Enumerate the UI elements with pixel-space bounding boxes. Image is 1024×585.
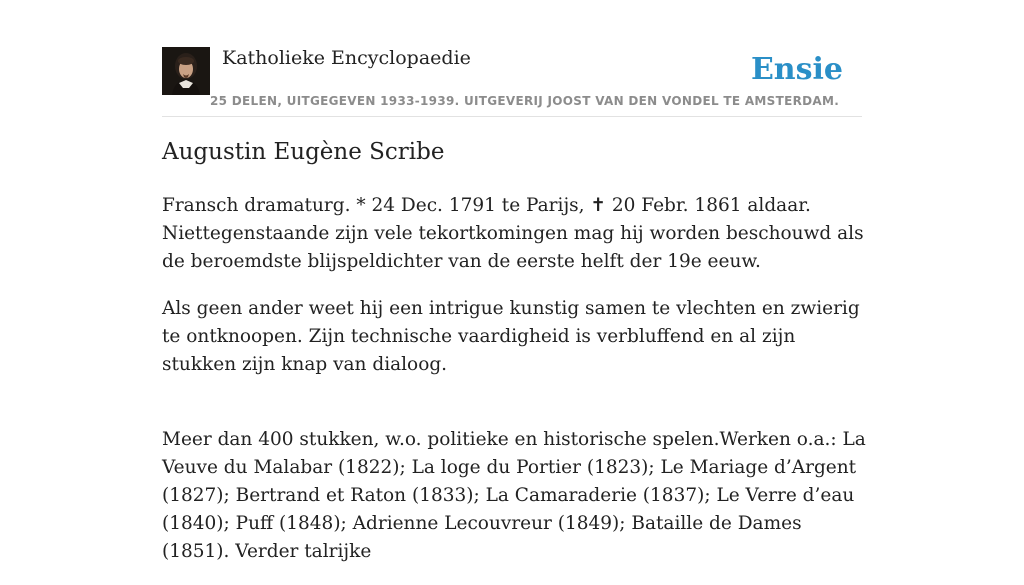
portrait-avatar-icon[interactable] (162, 47, 210, 95)
article-paragraph: Als geen ander weet hij een intrigue kunstig samen te vlechten en zwierig te ontknoopen. Zijn technische vaardigheid is verbluffend en al zijn stukken zijn knap van dialoog. (162, 298, 860, 375)
article-body (162, 192, 867, 585)
paragraph-spacer (162, 398, 867, 426)
book-title[interactable]: Katholieke Encyclopaedie (222, 47, 471, 69)
article-paragraph: Fransch dramaturg. * 24 Dec. 1791 te Parijs, ✝ 20 Febr. 1861 aldaar. Niettegenstaande zijn vele tekortkomingen mag hij worden beschouwd als de beroemdste blijspeldichter van de eerste helft der 19e eeuw. (162, 195, 864, 272)
ensie-logo-link[interactable]: Ensie (750, 52, 843, 87)
article-paragraph: Meer dan 400 stukken, w.o. politieke en historische spelen.Werken o.a.: La Veuve du Malabar (1822); La loge du Portier (1823); Le Mariage d’Argent (1827); Bertrand et Raton (1833); La Camaraderie (1837); Le Verre d’eau (1840); Puff (1848); Adrienne Lecouvreur (1849); Bataille de Dames (1851). Verder talrijke (162, 429, 866, 562)
article-title: Augustin Eugène Scribe (162, 139, 445, 165)
portrait-avatar-image (162, 47, 210, 95)
book-header (162, 44, 862, 117)
book-subtitle: 25 DELEN, UITGEGEVEN 1933-1939. UITGEVERIJ JOOST VAN DEN VONDEL TE AMSTERDAM. (210, 94, 840, 108)
